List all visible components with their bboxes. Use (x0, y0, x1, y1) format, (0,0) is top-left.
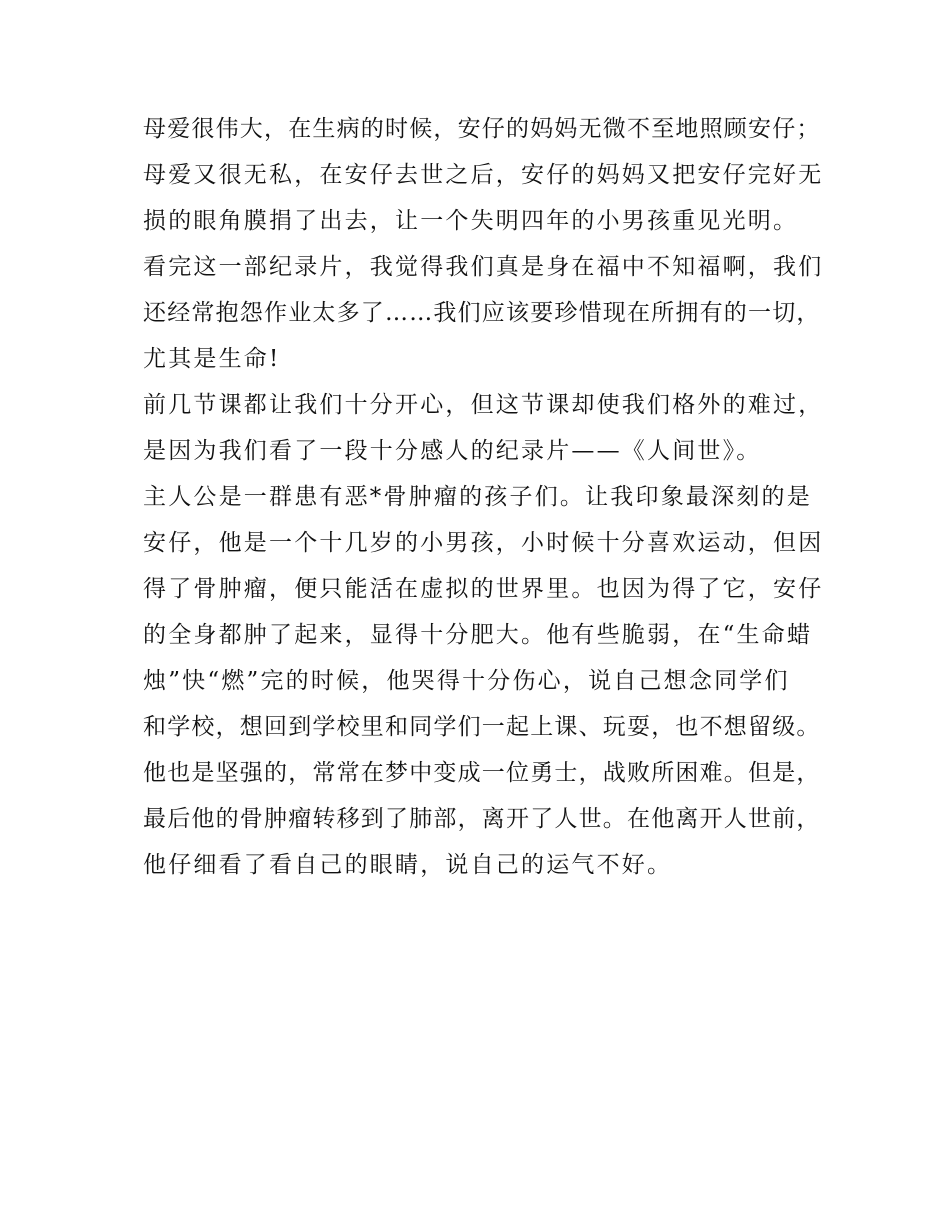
text-line: 是因为我们看了一段十分感人的纪录片——《人间世》。 (143, 438, 762, 464)
text-line: 他仔细看了看自己的眼睛，说自己的运气不好。 (143, 852, 673, 878)
body-text (143, 106, 843, 888)
text-line: 最后他的骨肿瘤转移到了肺部，离开了人世。在他离开人世前， (143, 806, 821, 832)
text-line: 烛”快“燃”完的时候，他哭得十分伤心，说自己想念同学们 (143, 668, 790, 694)
text-line: 损的眼角膜捐了出去，让一个失明四年的小男孩重见光明。 (143, 208, 799, 234)
text-line: 前几节课都让我们十分开心，但这节课却使我们格外的难过， (143, 392, 824, 418)
text-line: 他也是坚强的，常常在梦中变成一位勇士，战败所困难。但是， (143, 760, 821, 786)
text-line: 尤其是生命! (143, 346, 281, 372)
text-line: 母爱很伟大，在生病的时候，安仔的妈妈无微不至地照顾安仔； (143, 116, 821, 142)
text-line: 还经常抱怨作业太多了……我们应该要珍惜现在所拥有的一切， (143, 300, 821, 326)
text-line: 母爱又很无私，在安仔去世之后，安仔的妈妈又把安仔完好无 (143, 162, 824, 188)
text-line: 主人公是一群患有恶*骨肿瘤的孩子们。让我印象最深刻的是 (143, 484, 812, 510)
text-line: 和学校，想回到学校里和同学们一起上课、玩耍，也不想留级。 (143, 714, 821, 740)
text-line: 的全身都肿了起来，显得十分肥大。他有些脆弱，在“生命蜡 (143, 622, 813, 648)
text-line: 看完这一部纪录片，我觉得我们真是身在福中不知福啊，我们 (143, 254, 824, 280)
text-line: 得了骨肿瘤，便只能活在虚拟的世界里。也因为得了它，安仔 (143, 576, 824, 602)
text-line: 安仔，他是一个十几岁的小男孩，小时候十分喜欢运动，但因 (143, 530, 824, 556)
